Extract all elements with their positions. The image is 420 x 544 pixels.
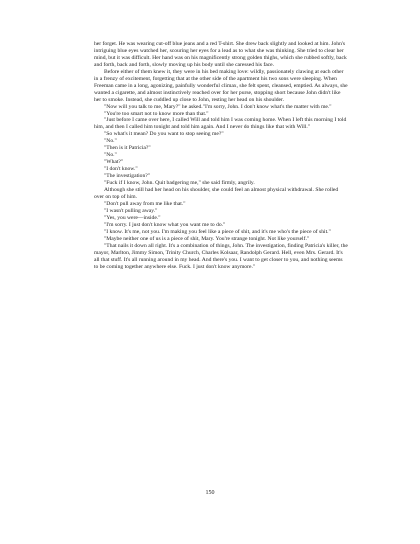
paragraph: "You're too smart not to know more than that." [104,110,209,117]
paragraph: "So what's it mean? Do you want to stop seeing me?" [104,131,224,138]
page-number: 150 [205,490,215,496]
paragraph: "That nails it down all right. It's a combination of things, John. The investigation, finding Patricia's killer, the mayor, Marlton, Jimmy Simon, Trinity Church, Charles Kolsaar, Randolph Gerard. Hell, even Mrs. Gerard. It's all that stuff. It's all running around in my head. And there's you. I want to get closer to you, and nothing seems to be coming together anywhere else. Fuck. I just don't know anymore." [94,242,348,270]
paragraph: "Fuck if I know, John. Quit badgering me," she said firmly, angrily. [104,180,255,187]
paragraph: "Don't pull away from me like that." [104,200,186,207]
paragraph: "Yes, you were—inside." [104,214,161,221]
paragraph: Before either of them knew it, they were in his bed making love: wildly, passionately clawing at each other in a frenzy of excitement, forgetting that at the other side of the apartment his two sons were sleeping. When Freeman came in a long, agonizing, painfully wonderful climax, she felt spent, cleansed, emptied. As always, she wanted a cigarette, and almost instinctively reached over for her purse, stopping short because John didn't like her to smoke. Instead, she cuddled up close to John, resting her head on his shoulder. [94,68,348,103]
paragraph: "Now will you talk to me, Mary?" he asked."I'm sorry, John. I don't know what's the matter with me." [104,103,332,110]
paragraph: "The investigation?" [104,173,151,180]
paragraph: "Then is it Patricia?" [104,145,151,152]
paragraph: "No." [104,138,117,145]
paragraph: "What?" [104,159,124,166]
body-text [94,41,348,270]
paragraph: "I wasn't pulling away." [104,207,158,214]
paragraph: "Just before I came over here, I called Will and told him I was coming home. When I left this morning I told him, and then I called him tonight and told him again. And I never do things like that with Will." [94,117,347,131]
paragraph: "I don't know." [104,166,138,173]
paragraph: her forget. He was wearing cut-off blue jeans and a red T-shirt. She drew back slightly and looked at him. John's intriguing blue eyes watched her, scouring her eyes for a lead as to what she was thinking. She tried to clear her mind, but it was difficult. Her hand was on his magnificently strong golden thighs, which she rubbed softly, back and forth, back and forth, slowly moving up his body until she caressed his face. [94,41,347,68]
paragraph: Although she still had her head on his shoulder, she could feel an almost physical withdrawal. She rolled over on top of him. [94,187,339,200]
paragraph: "I'm sorry. I just don't know what you want me to do." [104,221,226,228]
paragraph: "No." [104,152,117,159]
paragraph: "Maybe neither one of us is a piece of shit, Mary. You're strange tonight. Not like yourself." [104,235,310,242]
paragraph: "I know. It's me, not you. I'm making you feel like a piece of shit, and it's me who's the piece of shit." [104,228,331,235]
